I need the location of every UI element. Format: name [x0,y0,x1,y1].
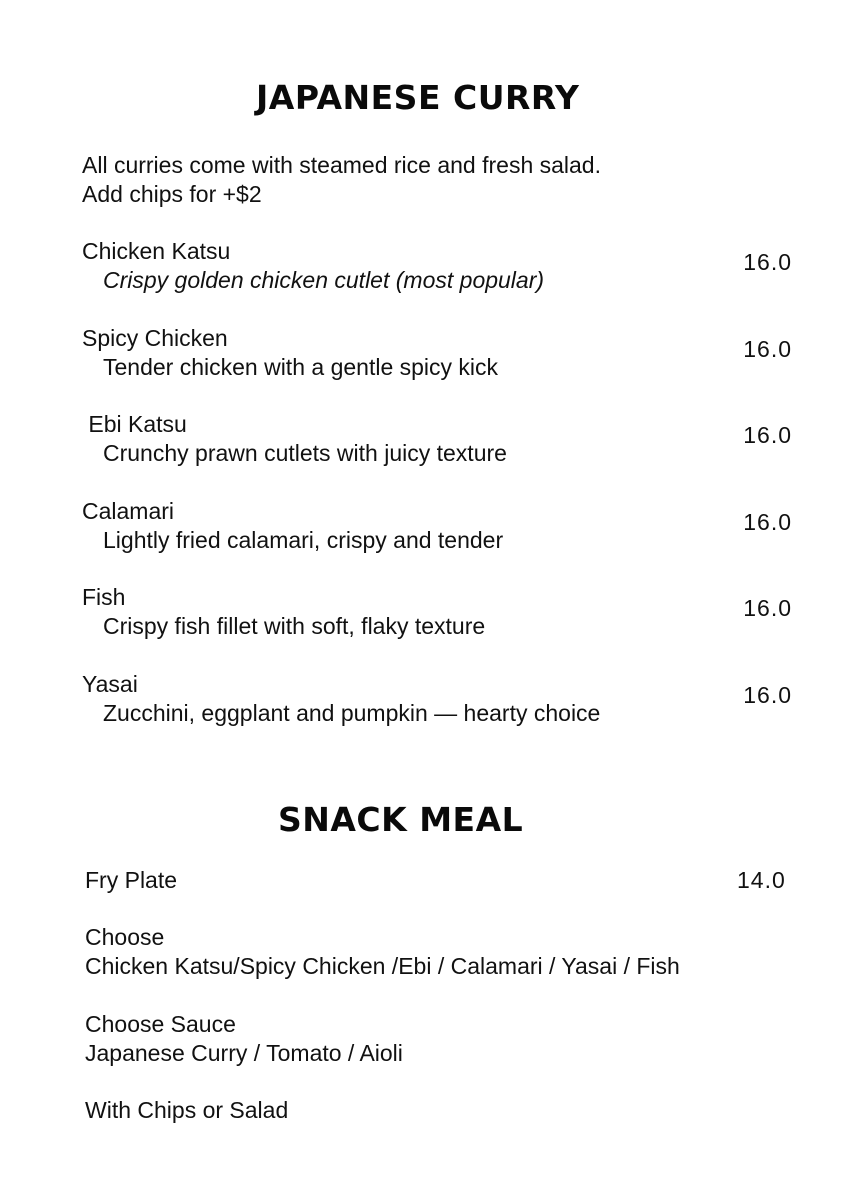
curry-intro-rice-salad: All curries come with steamed rice and fresh salad. [82,152,601,178]
japanese-curry-title: JAPANESE CURRY [256,78,580,117]
choose-sauce-label: Choose Sauce [85,1011,236,1037]
choose-protein-options: Chicken Katsu/Spicy Chicken /Ebi / Calamari / Yasai / Fish [85,953,680,979]
curry-intro [82,151,601,209]
menu-item-spicy-chicken [82,324,794,384]
menu-item-description: Tender chicken with a gentle spicy kick [103,354,499,380]
menu-item-chicken-katsu [82,237,794,297]
menu-item-description: Zucchini, eggplant and pumpkin — hearty choice [103,700,601,726]
menu-item-fish [82,583,794,643]
choose-protein-label: Choose [85,924,165,950]
curry-intro-chips-addon: Add chips for +$2 [82,181,262,207]
menu-item-description: Crunchy prawn cutlets with juicy texture [103,440,507,466]
menu-item-name: Fish [82,584,126,610]
choose-sauce-options: Japanese Curry / Tomato / Aioli [85,1040,403,1066]
menu-item-name: Ebi Katsu [82,411,187,437]
menu-item-description: Crispy fish fillet with soft, flaky texture [103,613,486,639]
menu-item-price: 16.0 [743,595,792,621]
menu-item-description: Lightly fried calamari, crispy and tender [103,527,504,553]
menu-item-name: Yasai [82,671,138,697]
menu-item-price: 16.0 [743,249,792,275]
menu-item-name: Chicken Katsu [82,238,231,264]
menu-item-price: 16.0 [743,422,792,448]
fry-plate-name: Fry Plate [85,867,178,893]
menu-item-calamari [82,497,794,557]
side-option-note: With Chips or Salad [85,1097,289,1123]
snack-meal-title: SNACK MEAL [278,800,524,839]
menu-item-description: Crispy golden chicken cutlet (most popular) [103,267,545,293]
fry-plate-price: 14.0 [737,867,786,893]
menu-item-name: Calamari [82,498,175,524]
menu-item-price: 16.0 [743,682,792,708]
menu-item-yasai [82,670,794,730]
menu-item-name: Spicy Chicken [82,325,228,351]
menu-item-price: 16.0 [743,336,792,362]
menu-item-ebi-katsu [82,410,794,470]
menu-item-price: 16.0 [743,509,792,535]
